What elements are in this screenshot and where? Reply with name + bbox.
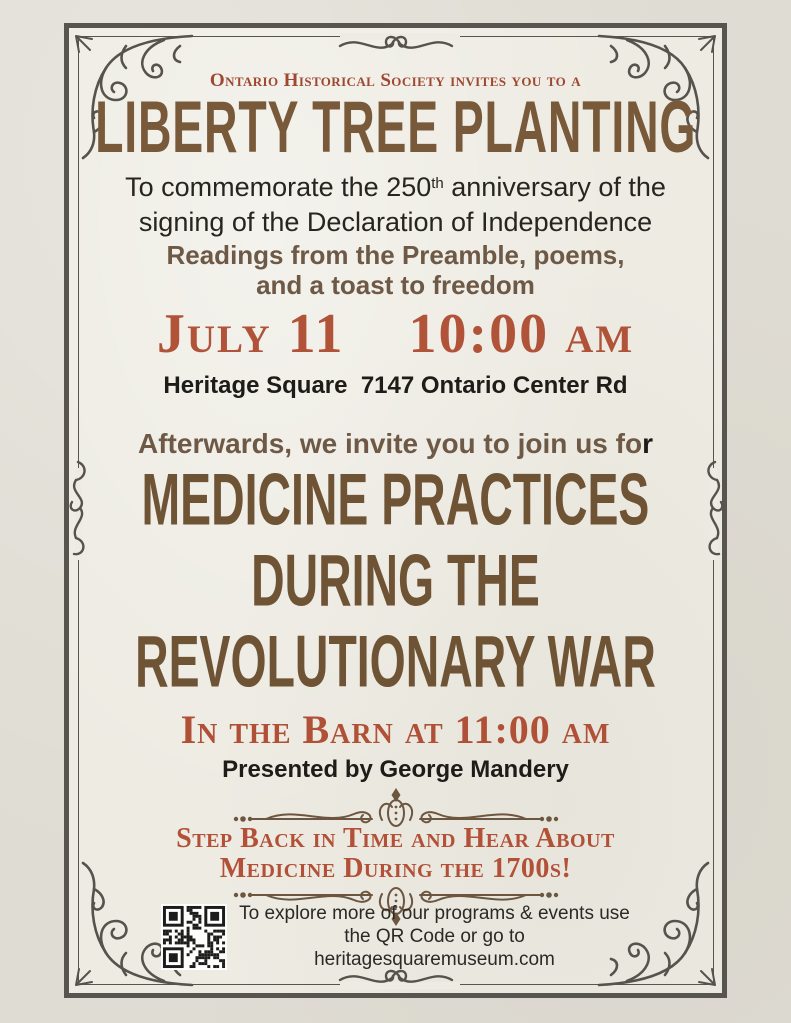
readings-line-1: Readings from the Preamble, poems, bbox=[166, 240, 625, 270]
footer-line-2: the QR Code or go to bbox=[344, 926, 525, 947]
readings-line-2: and a toast to freedom bbox=[256, 270, 535, 300]
event-location: Heritage Square 7147 Ontario Center Rd bbox=[163, 372, 628, 399]
second-event-title-line-1: MEDICINE PRACTICES bbox=[141, 459, 650, 541]
event-datetime: July 11 10:00 am bbox=[156, 303, 635, 365]
callout-text bbox=[0, 824, 791, 884]
afterwards-last-letter: r bbox=[642, 428, 653, 459]
intro-text bbox=[0, 172, 791, 238]
second-event-time-place: In the Barn at 11:00 am bbox=[180, 707, 611, 752]
afterwards-text: Afterwards, we invite you to join us for bbox=[138, 428, 653, 459]
main-title bbox=[0, 86, 791, 169]
second-event-title-line-2: DURING THE bbox=[251, 540, 540, 622]
footer bbox=[0, 902, 791, 971]
kicker-text: Ontario Historical Society invites you to a bbox=[209, 70, 582, 91]
second-event-title bbox=[0, 459, 791, 705]
callout-line-1: Step Back in Time and Hear About bbox=[176, 823, 615, 854]
intro-line-2: signing of the Declaration of Independence bbox=[138, 207, 653, 237]
top-center-swirl-icon bbox=[336, 28, 456, 58]
main-title-text: LIBERTY TREE PLANTING bbox=[94, 86, 697, 169]
footer-text bbox=[239, 902, 630, 971]
footer-link-text: heritagesquaremuseum.com bbox=[314, 949, 555, 970]
presenter-text: Presented by George Mandery bbox=[222, 756, 569, 783]
qr-code bbox=[161, 904, 227, 970]
footer-line-1: To explore more of our programs & events use bbox=[239, 903, 630, 924]
second-event-title-line-3: REVOLUTIONARY WAR bbox=[135, 621, 656, 703]
ordinal-suffix: th bbox=[431, 175, 444, 192]
callout-line-2: Medicine During the 1700s! bbox=[219, 853, 572, 884]
readings-text bbox=[0, 240, 791, 300]
intro-line-1: To commemorate the 250th anniversary of the bbox=[0, 172, 791, 207]
